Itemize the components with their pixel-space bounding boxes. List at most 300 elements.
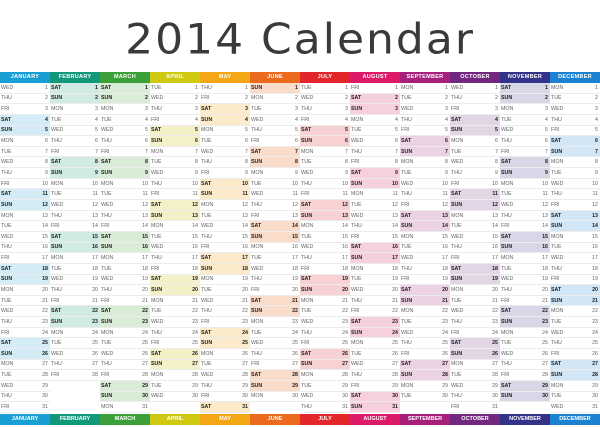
day-number: 14 xyxy=(42,223,48,230)
day-number: 16 xyxy=(292,244,298,251)
day-number: 17 xyxy=(542,255,548,262)
weekday-label: MON xyxy=(101,106,114,113)
weekday-label: FRI xyxy=(401,276,410,283)
weekday-label: TUE xyxy=(151,233,162,240)
day-number: 5 xyxy=(295,127,298,134)
weekday-label: TUE xyxy=(151,159,162,166)
day-number: 8 xyxy=(295,159,298,166)
day-number: 30 xyxy=(492,393,498,400)
day-number: 6 xyxy=(445,138,448,145)
day-cell xyxy=(0,381,50,392)
weekday-label: TUE xyxy=(301,382,312,389)
day-number: 15 xyxy=(242,233,248,240)
day-number: 26 xyxy=(592,350,598,357)
day-number: 22 xyxy=(492,308,498,315)
day-number: 26 xyxy=(42,350,48,357)
day-number: 24 xyxy=(42,329,48,336)
weekday-label: WED xyxy=(251,340,264,347)
day-number: 18 xyxy=(392,265,398,272)
day-cell xyxy=(150,136,200,147)
weekday-label: MON xyxy=(251,244,264,251)
day-cell xyxy=(50,83,100,94)
weekday-label: MON xyxy=(401,308,414,315)
weekday-label: SAT xyxy=(501,308,512,315)
day-cell xyxy=(500,200,550,211)
weekday-label: THU xyxy=(451,95,462,102)
weekday-label: TUE xyxy=(551,318,562,325)
day-number: 19 xyxy=(192,276,198,283)
day-cell xyxy=(100,392,150,403)
day-number: 7 xyxy=(545,148,548,155)
day-cell xyxy=(200,360,250,371)
day-number: 16 xyxy=(92,244,98,251)
day-number: 22 xyxy=(42,308,48,315)
weekday-label: MON xyxy=(251,393,264,400)
weekday-label: WED xyxy=(451,382,464,389)
day-cell xyxy=(100,94,150,105)
weekday-label: TUE xyxy=(401,318,412,325)
day-number: 28 xyxy=(592,372,598,379)
day-cell xyxy=(550,360,600,371)
day-cell xyxy=(400,328,450,339)
weekday-label: WED xyxy=(51,127,64,134)
weekday-label: SAT xyxy=(251,297,262,304)
day-number: 28 xyxy=(42,372,48,379)
weekday-label: MON xyxy=(351,116,364,123)
day-number: 25 xyxy=(192,340,198,347)
weekday-label: WED xyxy=(401,329,414,336)
day-number: 18 xyxy=(492,265,498,272)
day-cell xyxy=(150,275,200,286)
day-cell xyxy=(300,104,350,115)
weekday-label: WED xyxy=(401,180,414,187)
weekday-label: TUE xyxy=(401,393,412,400)
weekday-label: THU xyxy=(551,340,562,347)
day-number: 30 xyxy=(292,393,298,400)
day-number: 15 xyxy=(492,233,498,240)
day-cell xyxy=(200,317,250,328)
day-cell xyxy=(550,115,600,126)
day-number: 26 xyxy=(342,350,348,357)
month-column-september xyxy=(400,72,450,425)
day-cell xyxy=(200,264,250,275)
weekday-label: MON xyxy=(1,212,14,219)
day-cell xyxy=(550,211,600,222)
day-cell xyxy=(550,296,600,307)
weekday-label: MON xyxy=(1,138,14,145)
day-cell xyxy=(350,360,400,371)
day-number: 14 xyxy=(592,223,598,230)
weekday-label: WED xyxy=(501,127,514,134)
day-cell xyxy=(450,392,500,403)
day-number: 31 xyxy=(342,404,348,411)
month-column-march xyxy=(100,72,150,425)
day-number: 17 xyxy=(592,255,598,262)
day-cell xyxy=(0,296,50,307)
weekday-label: TUE xyxy=(551,95,562,102)
day-number: 20 xyxy=(142,286,148,293)
day-number: 11 xyxy=(42,191,48,198)
weekday-label: FRI xyxy=(551,127,560,134)
day-cell xyxy=(500,264,550,275)
day-cell xyxy=(500,104,550,115)
day-number: 8 xyxy=(345,159,348,166)
day-cell xyxy=(300,147,350,158)
day-cell xyxy=(500,338,550,349)
weekday-label: TUE xyxy=(1,223,12,230)
weekday-label: FRI xyxy=(51,223,60,230)
day-cell xyxy=(0,306,50,317)
weekday-label: SAT xyxy=(451,191,462,198)
day-cell xyxy=(450,147,500,158)
weekday-label: TUE xyxy=(351,350,362,357)
day-number: 17 xyxy=(92,255,98,262)
day-cell xyxy=(500,211,550,222)
day-number: 23 xyxy=(242,318,248,325)
day-number: 8 xyxy=(195,159,198,166)
day-cell xyxy=(150,179,200,190)
day-number: 27 xyxy=(292,361,298,368)
day-cell xyxy=(0,392,50,403)
weekday-label: FRI xyxy=(351,308,360,315)
weekday-label: THU xyxy=(401,116,412,123)
day-cell xyxy=(450,211,500,222)
day-number: 11 xyxy=(442,191,448,198)
day-cell xyxy=(300,253,350,264)
day-number: 20 xyxy=(92,286,98,293)
weekday-label: THU xyxy=(351,372,362,379)
day-cell xyxy=(350,94,400,105)
day-number: 31 xyxy=(392,404,398,411)
day-number: 14 xyxy=(92,223,98,230)
day-number: 20 xyxy=(542,286,548,293)
day-number: 24 xyxy=(142,329,148,336)
day-cell xyxy=(200,94,250,105)
day-number: 14 xyxy=(292,223,298,230)
day-number: 3 xyxy=(545,106,548,113)
day-number: 7 xyxy=(595,148,598,155)
day-number: 29 xyxy=(392,382,398,389)
day-cell xyxy=(500,392,550,403)
day-cell xyxy=(350,306,400,317)
month-footer: FEBRUARY xyxy=(50,414,100,425)
weekday-label: SAT xyxy=(401,286,412,293)
day-number: 19 xyxy=(292,276,298,283)
empty-cell xyxy=(50,402,100,413)
day-cell xyxy=(250,211,300,222)
day-cell xyxy=(500,94,550,105)
day-cell xyxy=(400,94,450,105)
day-cell xyxy=(450,275,500,286)
day-number: 5 xyxy=(145,127,148,134)
day-number: 11 xyxy=(342,191,348,198)
day-cell xyxy=(250,264,300,275)
day-number: 21 xyxy=(42,297,48,304)
day-cell xyxy=(300,221,350,232)
month-footer: JANUARY xyxy=(0,414,50,425)
weekday-label: MON xyxy=(351,265,364,272)
weekday-label: SAT xyxy=(51,308,62,315)
month-header: MARCH xyxy=(100,72,150,83)
day-number: 7 xyxy=(145,148,148,155)
weekday-label: MON xyxy=(301,223,314,230)
day-cell xyxy=(450,253,500,264)
weekday-label: SUN xyxy=(501,244,513,251)
day-cell xyxy=(50,136,100,147)
day-number: 16 xyxy=(492,244,498,251)
weekday-label: TUE xyxy=(251,255,262,262)
weekday-label: MON xyxy=(301,372,314,379)
month-footer: NOVEMBER xyxy=(500,414,550,425)
day-cell xyxy=(400,136,450,147)
weekday-label: SAT xyxy=(401,212,412,219)
weekday-label: TUE xyxy=(551,244,562,251)
day-number: 26 xyxy=(492,350,498,357)
weekday-label: THU xyxy=(1,318,12,325)
day-cell xyxy=(50,317,100,328)
day-number: 12 xyxy=(342,201,348,208)
weekday-label: SUN xyxy=(351,106,363,113)
day-number: 2 xyxy=(295,95,298,102)
day-cell xyxy=(500,232,550,243)
weekday-label: SAT xyxy=(101,159,112,166)
day-cell xyxy=(150,211,200,222)
day-number: 26 xyxy=(192,350,198,357)
weekday-label: MON xyxy=(201,127,214,134)
day-number: 28 xyxy=(342,372,348,379)
day-number: 19 xyxy=(542,276,548,283)
day-cell xyxy=(100,104,150,115)
day-cell xyxy=(300,83,350,94)
weekday-label: FRI xyxy=(151,116,160,123)
day-cell xyxy=(400,381,450,392)
day-cell xyxy=(450,402,500,413)
day-cell xyxy=(550,200,600,211)
day-cell xyxy=(100,211,150,222)
weekday-label: MON xyxy=(101,180,114,187)
day-number: 23 xyxy=(142,318,148,325)
month-footer: JUNE xyxy=(250,414,300,425)
day-number: 10 xyxy=(92,180,98,187)
day-number: 29 xyxy=(242,382,248,389)
day-cell xyxy=(500,275,550,286)
weekday-label: WED xyxy=(351,361,364,368)
day-number: 11 xyxy=(492,191,498,198)
day-cell xyxy=(550,179,600,190)
weekday-label: SUN xyxy=(301,212,313,219)
day-cell xyxy=(100,83,150,94)
weekday-label: THU xyxy=(451,393,462,400)
day-number: 25 xyxy=(542,340,548,347)
day-cell xyxy=(50,285,100,296)
day-cell xyxy=(200,168,250,179)
weekday-label: SUN xyxy=(451,350,463,357)
weekday-label: SUN xyxy=(401,297,413,304)
weekday-label: FRI xyxy=(51,372,60,379)
weekday-label: FRI xyxy=(301,116,310,123)
day-cell xyxy=(150,253,200,264)
day-cell xyxy=(300,381,350,392)
day-cell xyxy=(150,221,200,232)
day-cell xyxy=(50,253,100,264)
day-number: 20 xyxy=(292,286,298,293)
day-cell xyxy=(450,104,500,115)
weekday-label: THU xyxy=(201,308,212,315)
weekday-label: FRI xyxy=(101,297,110,304)
day-cell xyxy=(350,328,400,339)
day-cell xyxy=(450,360,500,371)
day-cell xyxy=(0,275,50,286)
day-number: 14 xyxy=(192,223,198,230)
day-number: 21 xyxy=(592,297,598,304)
day-cell xyxy=(150,200,200,211)
weekday-label: TUE xyxy=(201,212,212,219)
day-cell xyxy=(150,392,200,403)
day-cell xyxy=(100,168,150,179)
day-cell xyxy=(500,179,550,190)
day-cell xyxy=(350,168,400,179)
weekday-label: MON xyxy=(51,329,64,336)
day-cell xyxy=(550,94,600,105)
day-number: 14 xyxy=(242,223,248,230)
weekday-label: MON xyxy=(101,255,114,262)
day-cell xyxy=(400,83,450,94)
weekday-label: WED xyxy=(51,276,64,283)
weekday-label: FRI xyxy=(401,201,410,208)
day-cell xyxy=(450,189,500,200)
day-number: 12 xyxy=(92,201,98,208)
day-cell xyxy=(200,296,250,307)
day-cell xyxy=(300,94,350,105)
weekday-label: TUE xyxy=(1,297,12,304)
day-cell xyxy=(500,317,550,328)
weekday-label: MON xyxy=(401,233,414,240)
day-number: 23 xyxy=(292,318,298,325)
weekday-label: THU xyxy=(401,340,412,347)
day-cell xyxy=(100,179,150,190)
day-cell xyxy=(300,317,350,328)
day-cell xyxy=(550,83,600,94)
day-cell xyxy=(50,104,100,115)
weekday-label: TUE xyxy=(101,116,112,123)
weekday-label: THU xyxy=(551,265,562,272)
weekday-label: MON xyxy=(551,159,564,166)
day-number: 5 xyxy=(245,127,248,134)
day-number: 20 xyxy=(492,286,498,293)
weekday-label: SUN xyxy=(1,350,13,357)
empty-cell xyxy=(150,402,200,413)
day-number: 17 xyxy=(492,255,498,262)
day-cell xyxy=(350,83,400,94)
weekday-label: SAT xyxy=(51,159,62,166)
day-number: 1 xyxy=(545,84,548,91)
day-cell xyxy=(150,338,200,349)
weekday-label: MON xyxy=(151,148,164,155)
day-number: 19 xyxy=(42,276,48,283)
day-cell xyxy=(0,179,50,190)
day-cell xyxy=(150,349,200,360)
weekday-label: SAT xyxy=(201,329,212,336)
weekday-label: TUE xyxy=(401,244,412,251)
day-number: 31 xyxy=(242,404,248,411)
weekday-label: MON xyxy=(1,286,14,293)
day-number: 14 xyxy=(392,223,398,230)
day-cell xyxy=(50,243,100,254)
day-number: 25 xyxy=(592,340,598,347)
day-cell xyxy=(100,136,150,147)
day-number: 2 xyxy=(445,95,448,102)
day-cell xyxy=(250,370,300,381)
day-cell xyxy=(150,370,200,381)
weekday-label: TUE xyxy=(51,265,62,272)
day-number: 20 xyxy=(342,286,348,293)
day-cell xyxy=(200,306,250,317)
day-cell xyxy=(50,360,100,371)
day-number: 5 xyxy=(345,127,348,134)
day-number: 13 xyxy=(592,212,598,219)
day-number: 31 xyxy=(592,404,598,411)
weekday-label: SAT xyxy=(501,382,512,389)
day-cell xyxy=(0,136,50,147)
day-number: 1 xyxy=(195,84,198,91)
weekday-label: SUN xyxy=(201,265,213,272)
day-cell xyxy=(450,221,500,232)
day-number: 11 xyxy=(242,191,248,198)
day-cell xyxy=(300,349,350,360)
weekday-label: FRI xyxy=(151,265,160,272)
day-number: 8 xyxy=(495,159,498,166)
weekday-label: SAT xyxy=(101,382,112,389)
day-cell xyxy=(100,243,150,254)
day-cell xyxy=(0,157,50,168)
month-header: JULY xyxy=(300,72,350,83)
day-number: 4 xyxy=(395,116,398,123)
day-number: 20 xyxy=(192,286,198,293)
weekday-label: FRI xyxy=(201,169,210,176)
day-cell xyxy=(100,264,150,275)
weekday-label: TUE xyxy=(151,84,162,91)
day-number: 11 xyxy=(542,191,548,198)
day-cell xyxy=(250,275,300,286)
weekday-label: TUE xyxy=(501,265,512,272)
day-number: 10 xyxy=(292,180,298,187)
day-cell xyxy=(250,243,300,254)
day-number: 11 xyxy=(192,191,198,198)
weekday-label: WED xyxy=(401,106,414,113)
weekday-label: FRI xyxy=(301,340,310,347)
day-number: 6 xyxy=(195,138,198,145)
day-cell xyxy=(300,296,350,307)
day-number: 23 xyxy=(492,318,498,325)
day-number: 3 xyxy=(145,106,148,113)
weekday-label: WED xyxy=(551,329,564,336)
day-number: 3 xyxy=(245,106,248,113)
day-number: 13 xyxy=(192,212,198,219)
day-cell xyxy=(150,360,200,371)
day-number: 15 xyxy=(592,233,598,240)
day-cell xyxy=(50,338,100,349)
day-number: 12 xyxy=(42,201,48,208)
day-number: 12 xyxy=(142,201,148,208)
day-cell xyxy=(300,136,350,147)
day-cell xyxy=(350,126,400,137)
day-number: 15 xyxy=(342,233,348,240)
weekday-label: THU xyxy=(451,318,462,325)
day-number: 2 xyxy=(345,95,348,102)
day-number: 29 xyxy=(342,382,348,389)
weekday-label: THU xyxy=(151,106,162,113)
day-number: 2 xyxy=(95,95,98,102)
